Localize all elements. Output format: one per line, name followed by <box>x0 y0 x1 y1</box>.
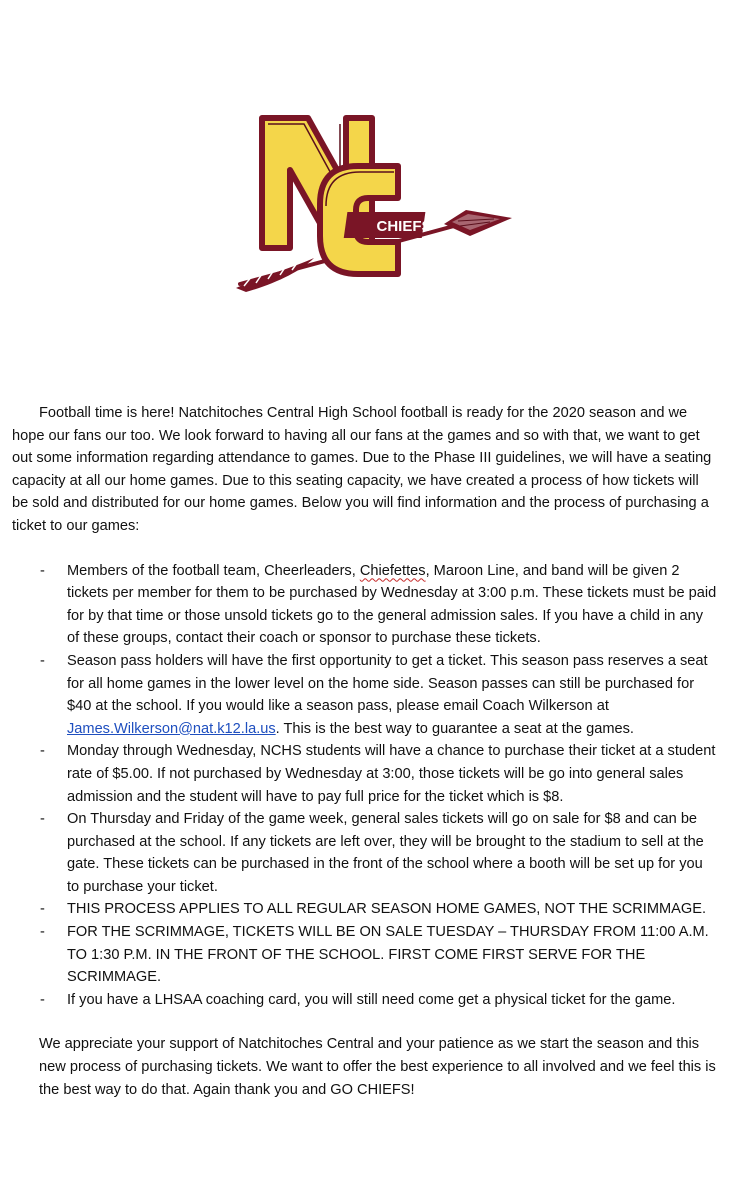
list-item: - Monday through Wednesday, NCHS students will have a chance to purchase their ticket at a student rate of $5.00. If not purchased by Wednesday at 3:00, those tickets will be go into general sales admission and the student will have to pay full price for the ticket which is $8. <box>12 740 718 808</box>
bullet-dash: - <box>40 652 45 669</box>
feather-icon <box>236 258 314 292</box>
list-item: - If you have a LHSAA coaching card, you will still need come get a physical ticket for the game. <box>12 989 718 1012</box>
bullet-dash: - <box>40 811 45 828</box>
bullet-dash: - <box>40 991 45 1008</box>
bullet-dash: - <box>40 743 45 760</box>
list-item: - On Thursday and Friday of the game week, general sales tickets will go on sale for $8 and can be purchased at the school. If any tickets are left over, they will be brought to the stadium to sell at the gate. These tickets can be purchased in the front of the school where a booth will be set up for you to purchase your ticket. <box>12 808 718 898</box>
bullet-dash: - <box>40 924 45 941</box>
bullet-dash: - <box>40 562 45 579</box>
list-item: - Members of the football team, Cheerleaders, Chiefettes, Maroon Line, and band will be given 2 tickets per member for them to be purchased by Wednesday at 3:00 p.m. These tickets must be paid for by that time or those unsold tickets go to the general admission sales. If you have a child in any of these groups, contact their coach or sponsor to purchase these tickets. <box>12 560 718 650</box>
spellcheck-word: Chiefettes <box>359 562 426 579</box>
nc-chiefs-logo <box>222 108 518 294</box>
arrowhead-icon <box>444 210 512 236</box>
closing-paragraph: We appreciate your support of Natchitoches Central and your patience as we start the season and this new process of purchasing tickets. We want to offer the best experience to all involved and we feel this is the best way to do that. Again thank you and GO CHIEFS! <box>39 1036 716 1098</box>
bullet-dash: - <box>40 901 45 918</box>
chiefs-badge-text: CHIEFS <box>376 218 432 235</box>
nc-chiefs-logo-graphic <box>222 108 518 294</box>
chiefs-badge <box>344 212 432 238</box>
intro-paragraph: Football time is here! Natchitoches Central High School football is ready for the 2020 season and we hope our fans our too. We look forward to having all our fans at the games and so with that, we want to get out some information regarding attendance to games. Due to the Phase III guidelines, we will have a seating capacity at all our home games. Due to this seating capacity, we have created a process of how tickets will be sold and distributed for our home games. Below you will find information and the process of purchasing a ticket to our games: <box>12 405 712 534</box>
list-item: - FOR THE SCRIMMAGE, TICKETS WILL BE ON SALE TUESDAY – THURSDAY FROM 11:00 A.M. TO 1:30 P.M. IN THE FRONT OF THE SCHOOL. FIRST COME FIRST SERVE FOR THE SCRIMMAGE. <box>12 921 718 989</box>
list-item: - THIS PROCESS APPLIES TO ALL REGULAR SEASON HOME GAMES, NOT THE SCRIMMAGE. <box>12 898 718 921</box>
email-link[interactable]: James.Wilkerson@nat.k12.la.us <box>67 720 276 737</box>
list-item: - Season pass holders will have the first opportunity to get a ticket. This season pass reserves a seat for all home games in the lower level on the home side. Season passes can still be purchased for $40 at the school. If you would like a season pass, please email Coach Wilkerson at James.Wilkerson@nat.k12.la.us. This is the best way to guarantee a seat at the games. <box>12 650 718 740</box>
letter-body <box>12 402 718 1101</box>
ticket-process-list <box>12 560 718 1012</box>
